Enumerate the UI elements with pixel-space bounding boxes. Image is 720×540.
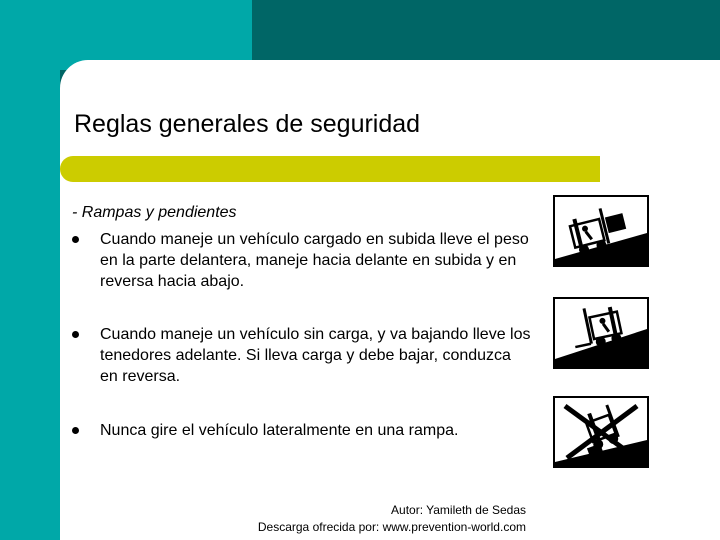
forklift-no-turn-on-ramp-icon (553, 396, 649, 468)
teal-left-strip (0, 70, 60, 540)
title-underline-bar (60, 156, 600, 182)
footer-source: Descarga ofrecida por: www.prevention-world.com (257, 520, 526, 534)
bullet-text: Cuando maneje un vehículo cargado en subida lleve el peso en la parte delantera, maneje hacia delante en subida y en reversa hacia abajo. (100, 231, 529, 290)
bullet-item (72, 324, 532, 387)
bullet-dot-icon (72, 236, 79, 243)
bullet-item (72, 420, 532, 441)
bullet-dot-icon (72, 331, 79, 338)
section-subheading: - Rampas y pendientes (72, 204, 237, 221)
bullet-item (72, 229, 532, 292)
bullet-dot-icon (72, 427, 79, 434)
bullet-text: Nunca gire el vehículo lateralmente en una rampa. (100, 422, 459, 439)
footer-author: Autor: Yamileth de Sedas (391, 503, 526, 517)
forklift-empty-downhill-icon (553, 297, 649, 369)
bullet-text: Cuando maneje un vehículo sin carga, y va bajando lleve los tenedores adelante. Si lleva carga y debe bajar, conduzca en reversa. (100, 326, 531, 385)
forklift-loaded-uphill-icon (553, 195, 649, 267)
slide-title: Reglas generales de seguridad (74, 110, 421, 138)
